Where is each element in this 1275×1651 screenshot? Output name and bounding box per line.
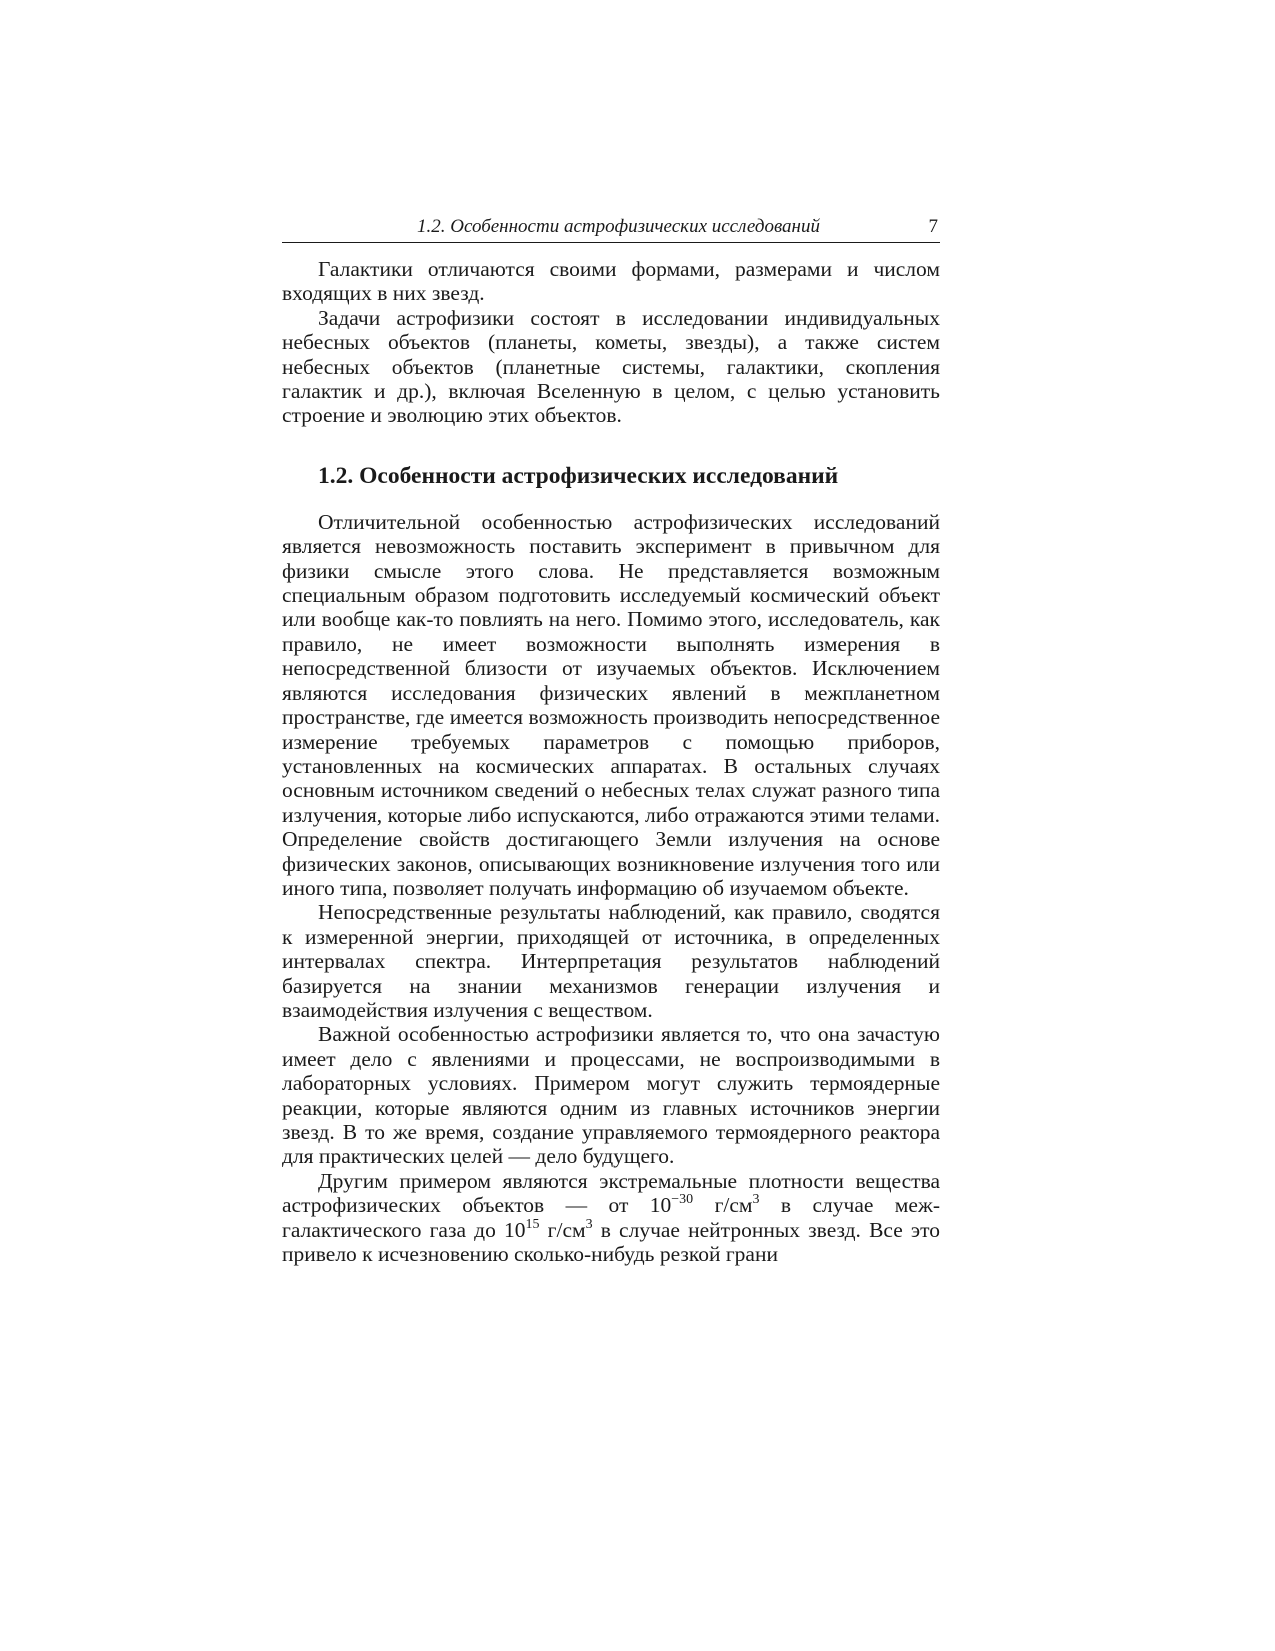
text-run: г/см [693, 1193, 753, 1218]
page-number: 7 [928, 216, 938, 237]
section-paragraph: Непосредственные результаты наблюдений, как правило, сводятся к измеренной энергии, приходящей от источника, в определенных интервалах спектра. Интерпретация результатов наблюдений базируется на знании механизмов генерации излучения и взаимодействия излучения с веществом. [282, 900, 940, 1022]
exponent: −30 [671, 1192, 694, 1208]
exponent: 3 [585, 1216, 593, 1232]
intro-paragraph: Галактики отличаются своими формами, размерами и числом входящих в них звезд. [282, 257, 940, 306]
intro-paragraph: Задачи астрофизики состоят в исследовании индивидуальных небесных объектов (планеты, кометы, звезды), а также систем небесных объектов (планетные системы, галактики, скопления галактик и др.), включая Вселенную в целом, с целью установить строение и эволюцию этих объектов. [282, 305, 940, 428]
exponent: 15 [525, 1216, 540, 1232]
text-run: в случае межгалактического газа до 10 [282, 1193, 940, 1242]
book-page [282, 216, 940, 1266]
section-paragraph-last [282, 1169, 940, 1267]
exponent: 3 [752, 1192, 760, 1208]
text-run: Другим примером являются экстремальные плотности вещества астрофизических объектов — от 10 [282, 1168, 940, 1218]
section-paragraph: Отличительной особенностью астрофизических исследований является невозможность поставить эксперимент в привычном для физики смысле этого слова. Не представляется возможным специальным образом подготовить исследуемый космический объект или вообще как-то повлиять на него. Помимо этого, исследователь, как правило, не имеет возможности выполнять измерения в непосредственной близости от изучаемых объектов. Исключением являются исследования физических явлений в межпланетном пространстве, где имеется возможность производить непосредственное измерение требуемых параметров с помощью приборов, установленных на космических аппаратах. В остальных случаях основным источником сведений о небесных телах служат разного типа излучения, которые либо испускаются, либо отражаются этими телами. Определение свойств достигающего Земли излучения на основе физических законов, описывающих возникновение излучения того или иного типа, позволяет получать информацию об изучаемом объекте. [282, 509, 940, 900]
section-paragraph: Важной особенностью астрофизики является то, что она зачастую имеет дело с явлениями и процессами, не воспроизводимыми в лабораторных условиях. Примером могут служить термоядерные реакции, которые являются одним из главных источников энергии звезд. В то же время, создание управляемого термоядерного реактора для практических целей — дело будущего. [282, 1022, 940, 1169]
section-heading: 1.2. Особенности астрофизических исследований [318, 462, 839, 489]
running-head-title: 1.2. Особенности астрофизических исследований [417, 216, 820, 237]
text-run: г/см [539, 1217, 586, 1242]
text-run: в случае нейтронных звезд. Все это привело к исчезновению сколько-нибудь резкой грани [282, 1217, 940, 1267]
body-text [282, 257, 940, 1266]
running-head [282, 216, 940, 243]
